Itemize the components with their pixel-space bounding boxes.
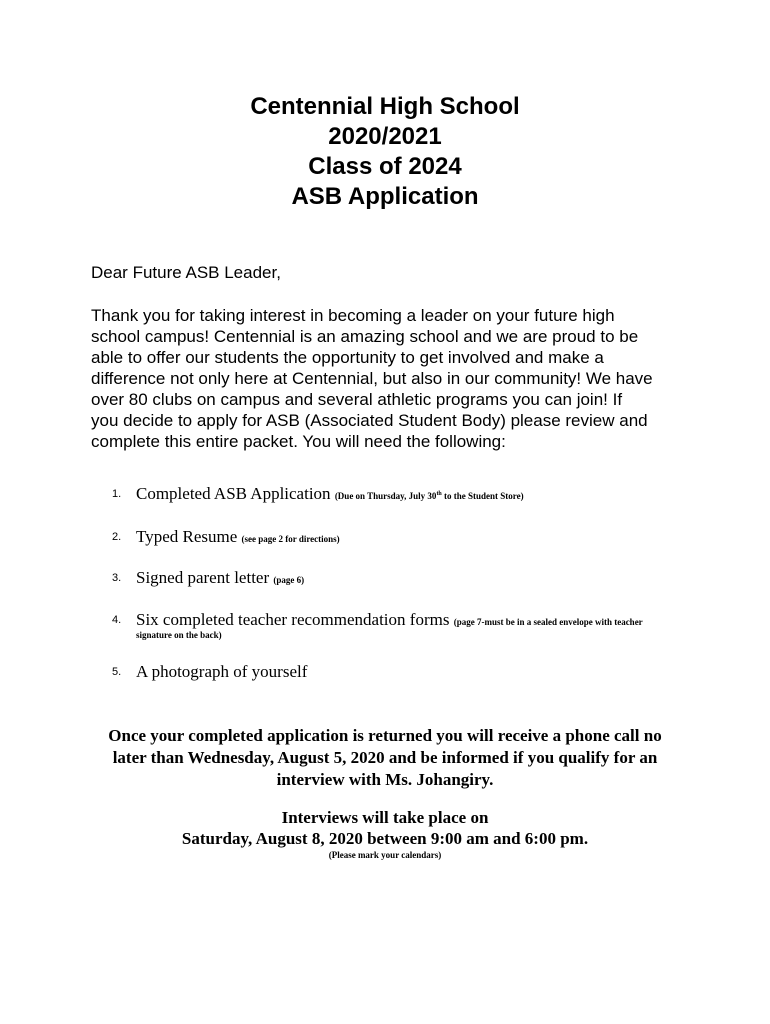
requirement-label: Signed parent letter [136,568,270,587]
document-title [0,92,770,212]
requirement-label: Typed Resume [136,527,238,546]
intro-line: able to offer our students the opportunity to get involved and make a [91,348,604,367]
school-name: Centennial High School [250,93,520,120]
requirement-note: (see page 2 for directions) [241,534,340,544]
notice-line: later than Wednesday, August 5, 2020 and be informed if you qualify for an [112,748,658,767]
requirement-note-text: (Due on Thursday, July 30 [334,491,437,501]
interview-info [60,807,710,861]
requirement-note-text: to the Student Store) [441,491,524,501]
interview-date: Saturday, August 8, 2020 between 9:00 am and 6:00 pm. [181,829,589,848]
class-year: Class of 2024 [308,153,462,180]
notice-line: interview with Ms. Johangiry. [276,770,494,789]
requirement-number: 1. [112,488,122,500]
requirement-text [136,527,340,549]
requirement-note-superscript: th [436,491,442,497]
phone-call-notice [60,725,710,791]
requirement-number: 2. [112,531,122,543]
intro-line: over 80 clubs on campus and several athletic programs you can join! If [91,390,623,409]
requirement-note: (page 7-must be in a sealed envelope with teacher [453,617,643,627]
requirement-text [136,484,524,506]
intro-line: difference not only here at Centennial, but also in our community! We have [91,369,653,388]
school-year: 2020/2021 [328,123,442,150]
requirement-note: (page 6) [273,575,305,585]
interview-line: Interviews will take place on [281,808,489,827]
requirement-text [136,610,643,632]
requirement-label: Completed ASB Application [136,484,331,503]
calendar-note: (Please mark your calendars) [328,850,442,860]
requirement-number: 4. [112,614,122,626]
requirement-label: Six completed teacher recommendation forms [136,610,450,629]
application-title: ASB Application [291,183,479,210]
requirement-text [136,662,307,682]
intro-line: complete this entire packet. You will need the following: [91,432,506,451]
requirement-note [335,491,524,501]
intro-line: you decide to apply for ASB (Associated Student Body) please review and [91,411,648,430]
requirement-number: 3. [112,572,122,584]
requirement-text [136,568,304,590]
requirement-number: 5. [112,666,122,678]
salutation: Dear Future ASB Leader, [91,263,281,282]
notice-line: Once your completed application is returned you will receive a phone call no [108,726,662,745]
intro-line: Thank you for taking interest in becoming a leader on your future high [91,306,615,325]
intro-line: school campus! Centennial is an amazing school and we are proud to be [91,327,639,346]
requirement-label: A photograph of yourself [136,662,308,681]
requirement-note-continuation: signature on the back) [136,630,222,640]
intro-paragraph [91,305,691,452]
